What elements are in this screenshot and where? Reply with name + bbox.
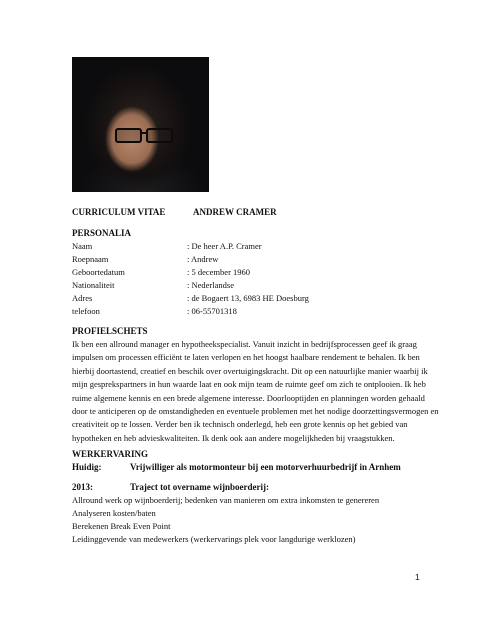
profiel-line: door te anticiperen op de omstandigheden en eventuele problemen met het nodige doorzettingsvermogen en — [72, 406, 439, 417]
year-2013-label: 2013: — [72, 482, 93, 492]
profiel-line: ruime algemene kennis en een brede algemene interesse. Doorlooptijden en planningen worden gehaald — [72, 392, 425, 403]
cv-title-label: CURRICULUM VITAE — [72, 207, 166, 217]
personalia-value-telefoon: : 06-55701318 — [187, 306, 237, 316]
profiel-line: Ik ben een allround manager en hypotheekspecialist. Vanuit inzicht in bedrijfsprocessen geef ik graag — [72, 339, 417, 349]
profiel-line: creativiteit op te lossen. Verder ben ik technisch onderlegd, heb een grote kennis op het gebied van — [72, 419, 408, 430]
personalia-label-adres: Adres — [72, 293, 93, 303]
personalia-label-telefoon: telefoon — [72, 306, 100, 316]
personalia-label-roepnaam: Roepnaam — [72, 254, 109, 264]
personalia-value-geboortedatum: : 5 december 1960 — [187, 267, 251, 277]
personalia-label-geboortedatum: Geboortedatum — [72, 267, 125, 277]
huidig-label: Huidig: — [72, 462, 102, 472]
personalia-label-naam: Naam — [72, 241, 93, 251]
werk-item: Analyseren kosten/baten — [72, 508, 156, 518]
werk-item: Leidinggevende van medewerkers (werkervarings plek voor langdurige werklozen) — [72, 534, 356, 544]
profielschets-heading: PROFIELSCHETS — [72, 326, 148, 336]
profiel-line: impulsen om processen efficiënt te laten verlopen en het hoogst haalbare rendement te behalen. Ik ben — [72, 352, 420, 363]
year-2013-text: Traject tot overname wijnboerderij: — [130, 482, 270, 492]
werk-item: Berekenen Break Even Point — [72, 521, 171, 531]
portrait-photo — [72, 57, 209, 192]
profiel-line: hypotheken en heb advieskwaliteiten. Ik denk ook aan andere mogelijkheden bij vraagstukken. — [72, 432, 395, 443]
cv-title-name: ANDREW CRAMER — [193, 207, 277, 217]
profiel-line: mijn gesprekspartners in hun waarde laat en ook mijn team de ruimte geef om zich te ontplooien. Ik heb — [72, 379, 426, 390]
personalia-label-nationaliteit: Nationaliteit — [72, 280, 115, 290]
page-number: 1 — [415, 572, 420, 582]
glasses-detail — [115, 128, 173, 141]
personalia-value-roepnaam: : Andrew — [187, 254, 219, 264]
werk-item: Allround werk op wijnboerderij; bedenken van manieren om extra inkomsten te genereren — [72, 495, 380, 505]
personalia-value-nationaliteit: : Nederlandse — [187, 280, 234, 290]
personalia-value-naam: : De heer A.P. Cramer — [187, 241, 262, 251]
personalia-heading: PERSONALIA — [72, 228, 132, 238]
huidig-text: Vrijwilliger als motormonteur bij een motorverhuurbedrijf in Arnhem — [130, 462, 401, 472]
profielschets-paragraph — [72, 338, 439, 445]
werkervaring-heading: WERKERVARING — [72, 449, 149, 459]
profiel-line: hierbij doortastend, creatief en beschik over overtuigingskracht. Dit op een natuurlijke manier waarbij ik — [72, 365, 428, 376]
personalia-value-adres: : de Bogaert 13, 6983 HE Doesburg — [187, 293, 309, 303]
